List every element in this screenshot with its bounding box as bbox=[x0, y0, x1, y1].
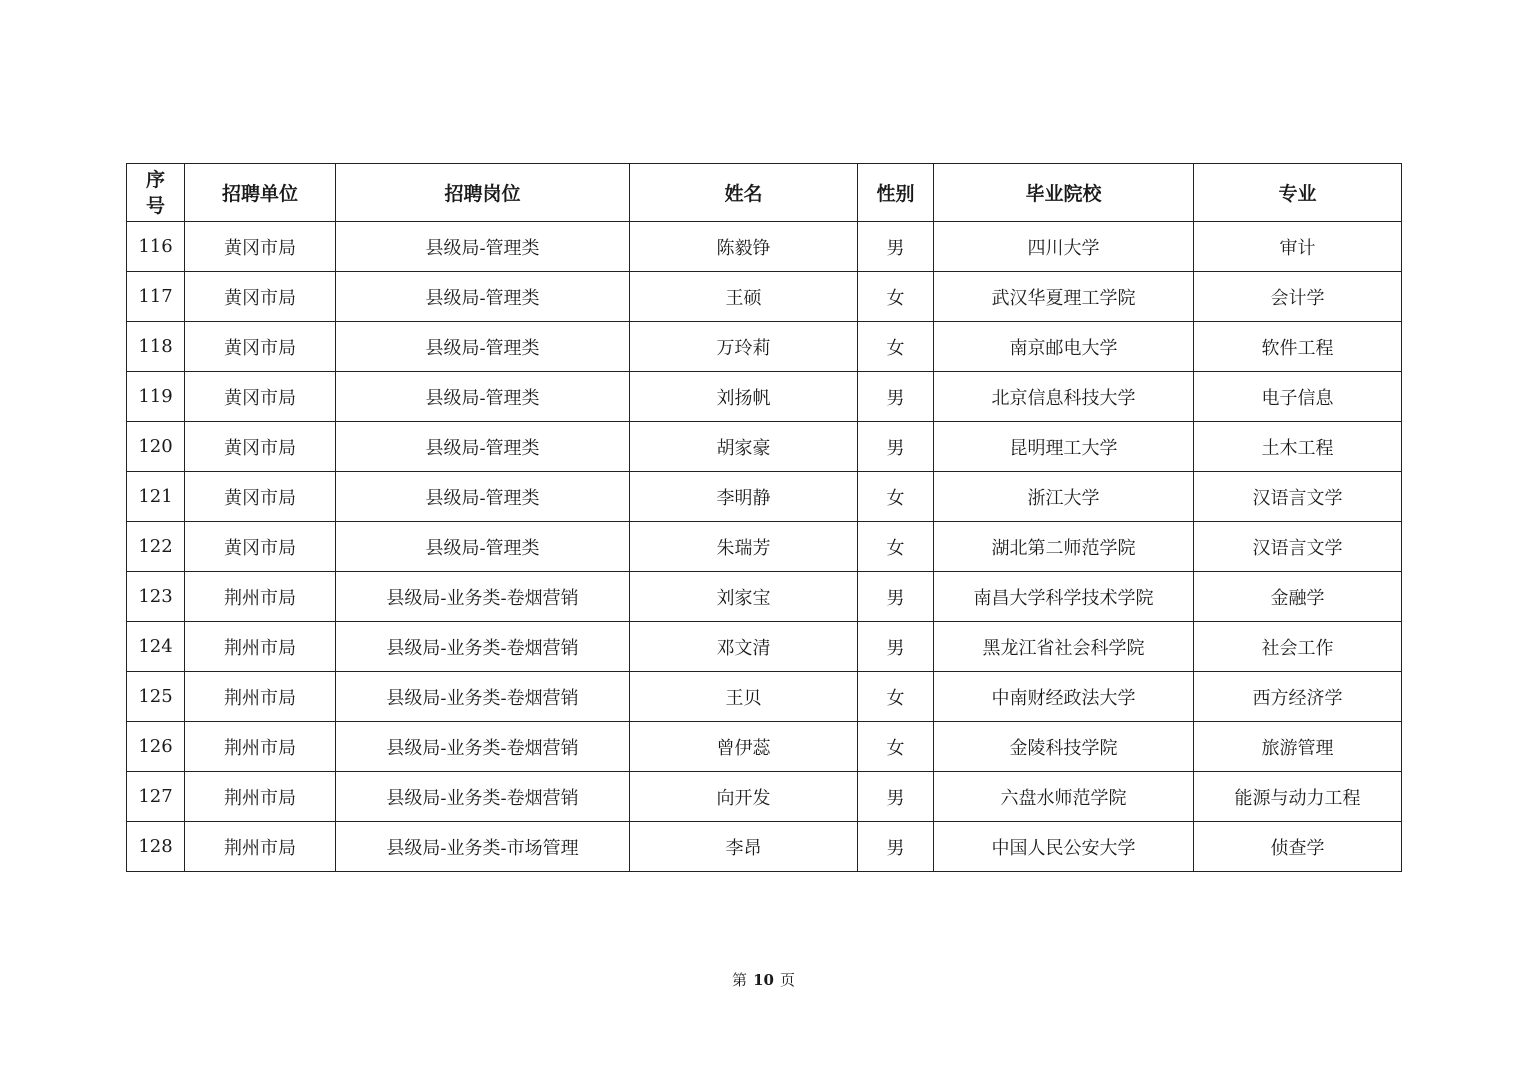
header-gender: 性别 bbox=[858, 164, 934, 222]
header-row bbox=[127, 164, 1402, 222]
table-row bbox=[127, 372, 1402, 422]
footer-prefix: 第 bbox=[732, 971, 748, 989]
cell-seq: 118 bbox=[127, 322, 185, 372]
cell-school: 北京信息科技大学 bbox=[934, 372, 1194, 422]
cell-seq: 116 bbox=[127, 222, 185, 272]
cell-unit: 黄冈市局 bbox=[185, 372, 336, 422]
cell-gender: 女 bbox=[858, 522, 934, 572]
cell-unit: 黄冈市局 bbox=[185, 322, 336, 372]
cell-school: 金陵科技学院 bbox=[934, 722, 1194, 772]
cell-name: 刘家宝 bbox=[630, 572, 858, 622]
recruitment-table bbox=[126, 163, 1402, 872]
cell-position: 县级局-业务类-市场管理 bbox=[336, 822, 630, 872]
cell-position: 县级局-管理类 bbox=[336, 522, 630, 572]
cell-unit: 荆州市局 bbox=[185, 572, 336, 622]
cell-school: 湖北第二师范学院 bbox=[934, 522, 1194, 572]
table-row bbox=[127, 222, 1402, 272]
cell-major: 汉语言文学 bbox=[1194, 472, 1402, 522]
cell-position: 县级局-管理类 bbox=[336, 422, 630, 472]
cell-name: 王贝 bbox=[630, 672, 858, 722]
header-seq-top: 序 bbox=[145, 168, 165, 191]
cell-school: 四川大学 bbox=[934, 222, 1194, 272]
header-position: 招聘岗位 bbox=[336, 164, 630, 222]
cell-seq: 117 bbox=[127, 272, 185, 322]
cell-name: 李明静 bbox=[630, 472, 858, 522]
header-unit: 招聘单位 bbox=[185, 164, 336, 222]
cell-position: 县级局-业务类-卷烟营销 bbox=[336, 772, 630, 822]
table-row bbox=[127, 422, 1402, 472]
cell-major: 会计学 bbox=[1194, 272, 1402, 322]
cell-name: 邓文清 bbox=[630, 622, 858, 672]
cell-unit: 黄冈市局 bbox=[185, 272, 336, 322]
cell-major: 社会工作 bbox=[1194, 622, 1402, 672]
cell-major: 审计 bbox=[1194, 222, 1402, 272]
table-header bbox=[127, 164, 1402, 222]
cell-position: 县级局-管理类 bbox=[336, 472, 630, 522]
cell-unit: 黄冈市局 bbox=[185, 222, 336, 272]
cell-major: 软件工程 bbox=[1194, 322, 1402, 372]
cell-school: 昆明理工大学 bbox=[934, 422, 1194, 472]
cell-major: 能源与动力工程 bbox=[1194, 772, 1402, 822]
cell-major: 旅游管理 bbox=[1194, 722, 1402, 772]
header-seq-bottom: 号 bbox=[145, 194, 165, 217]
cell-school: 中南财经政法大学 bbox=[934, 672, 1194, 722]
cell-position: 县级局-业务类-卷烟营销 bbox=[336, 572, 630, 622]
cell-seq: 125 bbox=[127, 672, 185, 722]
footer-suffix: 页 bbox=[779, 971, 795, 989]
table-row bbox=[127, 672, 1402, 722]
table-row bbox=[127, 322, 1402, 372]
cell-name: 陈毅铮 bbox=[630, 222, 858, 272]
cell-gender: 男 bbox=[858, 622, 934, 672]
cell-name: 曾伊蕊 bbox=[630, 722, 858, 772]
table-row bbox=[127, 522, 1402, 572]
cell-name: 向开发 bbox=[630, 772, 858, 822]
table-row bbox=[127, 822, 1402, 872]
cell-seq: 124 bbox=[127, 622, 185, 672]
cell-seq: 128 bbox=[127, 822, 185, 872]
cell-gender: 女 bbox=[858, 322, 934, 372]
cell-gender: 男 bbox=[858, 372, 934, 422]
header-name: 姓名 bbox=[630, 164, 858, 222]
cell-name: 刘扬帆 bbox=[630, 372, 858, 422]
table-body bbox=[127, 222, 1402, 872]
cell-school: 浙江大学 bbox=[934, 472, 1194, 522]
cell-position: 县级局-管理类 bbox=[336, 372, 630, 422]
cell-major: 金融学 bbox=[1194, 572, 1402, 622]
cell-seq: 126 bbox=[127, 722, 185, 772]
cell-position: 县级局-业务类-卷烟营销 bbox=[336, 722, 630, 772]
cell-major: 汉语言文学 bbox=[1194, 522, 1402, 572]
cell-school: 武汉华夏理工学院 bbox=[934, 272, 1194, 322]
cell-name: 胡家豪 bbox=[630, 422, 858, 472]
cell-gender: 男 bbox=[858, 572, 934, 622]
cell-unit: 黄冈市局 bbox=[185, 472, 336, 522]
page-footer bbox=[0, 969, 1527, 990]
cell-gender: 女 bbox=[858, 472, 934, 522]
cell-unit: 黄冈市局 bbox=[185, 422, 336, 472]
cell-unit: 黄冈市局 bbox=[185, 522, 336, 572]
cell-position: 县级局-管理类 bbox=[336, 222, 630, 272]
cell-unit: 荆州市局 bbox=[185, 622, 336, 672]
cell-seq: 122 bbox=[127, 522, 185, 572]
cell-seq: 123 bbox=[127, 572, 185, 622]
cell-name: 万玲莉 bbox=[630, 322, 858, 372]
table-row bbox=[127, 472, 1402, 522]
cell-seq: 121 bbox=[127, 472, 185, 522]
cell-name: 李昂 bbox=[630, 822, 858, 872]
header-school: 毕业院校 bbox=[934, 164, 1194, 222]
cell-position: 县级局-管理类 bbox=[336, 272, 630, 322]
cell-gender: 女 bbox=[858, 722, 934, 772]
page-number: 10 bbox=[753, 971, 774, 989]
cell-position: 县级局-业务类-卷烟营销 bbox=[336, 672, 630, 722]
header-major: 专业 bbox=[1194, 164, 1402, 222]
table-row bbox=[127, 272, 1402, 322]
cell-gender: 女 bbox=[858, 672, 934, 722]
cell-gender: 男 bbox=[858, 422, 934, 472]
cell-school: 中国人民公安大学 bbox=[934, 822, 1194, 872]
cell-major: 电子信息 bbox=[1194, 372, 1402, 422]
cell-name: 王硕 bbox=[630, 272, 858, 322]
table-row bbox=[127, 572, 1402, 622]
cell-unit: 荆州市局 bbox=[185, 822, 336, 872]
header-seq bbox=[127, 164, 185, 222]
cell-school: 南京邮电大学 bbox=[934, 322, 1194, 372]
table-row bbox=[127, 722, 1402, 772]
cell-unit: 荆州市局 bbox=[185, 672, 336, 722]
cell-major: 侦查学 bbox=[1194, 822, 1402, 872]
cell-school: 黑龙江省社会科学院 bbox=[934, 622, 1194, 672]
cell-gender: 男 bbox=[858, 822, 934, 872]
cell-seq: 120 bbox=[127, 422, 185, 472]
cell-unit: 荆州市局 bbox=[185, 772, 336, 822]
cell-name: 朱瑞芳 bbox=[630, 522, 858, 572]
cell-seq: 119 bbox=[127, 372, 185, 422]
cell-gender: 男 bbox=[858, 772, 934, 822]
table-row bbox=[127, 772, 1402, 822]
cell-seq: 127 bbox=[127, 772, 185, 822]
cell-major: 西方经济学 bbox=[1194, 672, 1402, 722]
cell-position: 县级局-业务类-卷烟营销 bbox=[336, 622, 630, 672]
cell-gender: 男 bbox=[858, 222, 934, 272]
cell-school: 南昌大学科学技术学院 bbox=[934, 572, 1194, 622]
cell-school: 六盘水师范学院 bbox=[934, 772, 1194, 822]
cell-position: 县级局-管理类 bbox=[336, 322, 630, 372]
cell-unit: 荆州市局 bbox=[185, 722, 336, 772]
cell-gender: 女 bbox=[858, 272, 934, 322]
cell-major: 土木工程 bbox=[1194, 422, 1402, 472]
table-row bbox=[127, 622, 1402, 672]
